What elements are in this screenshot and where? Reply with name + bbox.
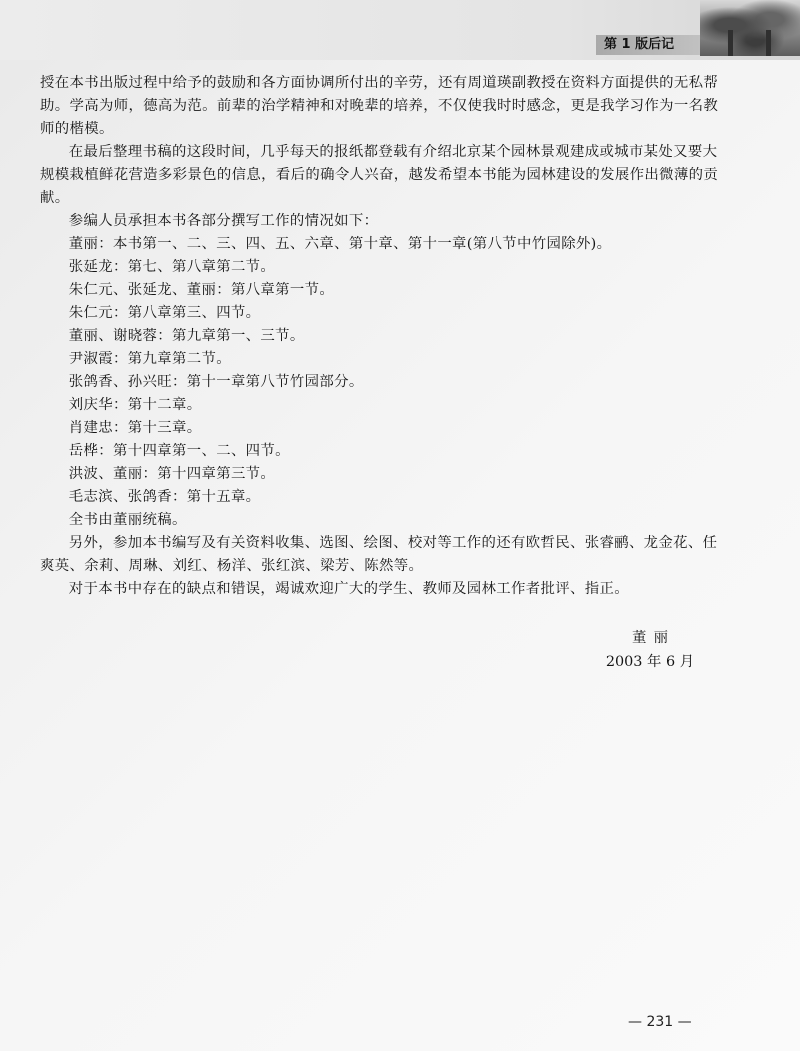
tree-photo-icon: [700, 0, 800, 56]
contributor-line: 肖建忠：第十三章。: [68, 420, 202, 436]
paragraph: 对于本书中存在的缺点和错误，竭诚欢迎广大的学生、教师及园林工作者批评、指正。: [68, 581, 629, 597]
contributor-line: 朱仁元、张延龙、董丽：第八章第一节。: [68, 282, 335, 298]
paragraph: 另外，参加本书编写及有关资料收集、选图、绘图、校对等工作的还有欧哲民、张睿鹂、龙金花、任爽英、余莉、周琳、刘红、杨洋、张红滨、梁芳、陈然等。: [40, 535, 718, 574]
contributors-intro: 参编人员承担本书各部分撰写工作的情况如下：: [68, 213, 379, 229]
author-name: 董丽: [632, 630, 676, 646]
contributor-line: 朱仁元：第八章第三、四节。: [68, 305, 261, 321]
contributor-line: 张延龙：第七、第八章第二节。: [68, 259, 276, 275]
tree-trunk-icon: [766, 30, 771, 56]
contributor-line: 毛志滨、张鸽香：第十五章。: [68, 489, 261, 505]
contributor-line: 全书由董丽统稿。: [68, 512, 187, 528]
contributor-line: 洪波、董丽：第十四章第三节。: [68, 466, 276, 482]
paragraph-continuation: 授在本书出版过程中给予的鼓励和各方面协调所付出的辛劳，还有周道瑛副教授在资料方面提供的无私帮助。学高为师，德高为范。前辈的治学精神和对晚辈的培养，不仅使我时时感念，更是我学习作为一名教师的楷模。: [40, 75, 719, 137]
contributor-line: 尹淑霞：第九章第二节。: [68, 351, 231, 367]
contributor-line: 岳桦：第十四章第一、二、四节。: [68, 443, 290, 459]
signature: [595, 626, 705, 674]
section-label: 第 1 版后记: [596, 35, 704, 55]
tree-trunk-icon: [728, 30, 733, 56]
contributor-line: 董丽：本书第一、二、三、四、五、六章、第十章、第十一章(第八节中竹园除外)。: [68, 236, 612, 252]
page-number: — 231 —: [628, 1014, 692, 1030]
afterword-body: [40, 72, 720, 601]
contributor-line: 刘庆华：第十二章。: [68, 397, 202, 413]
contributor-line: 张鸽香、孙兴旺：第十一章第八节竹园部分。: [68, 374, 364, 390]
signature-date: 2003 年 6 月: [605, 654, 695, 670]
contributor-line: 董丽、谢晓蓉：第九章第一、三节。: [68, 328, 305, 344]
paragraph: 在最后整理书稿的这段时间，几乎每天的报纸都登载有介绍北京某个园林景观建成或城市某处又要大规模栽植鲜花营造多彩景色的信息，看后的确令人兴奋，越发希望本书能为园林建设的发展作出微薄的贡献。: [40, 144, 719, 206]
